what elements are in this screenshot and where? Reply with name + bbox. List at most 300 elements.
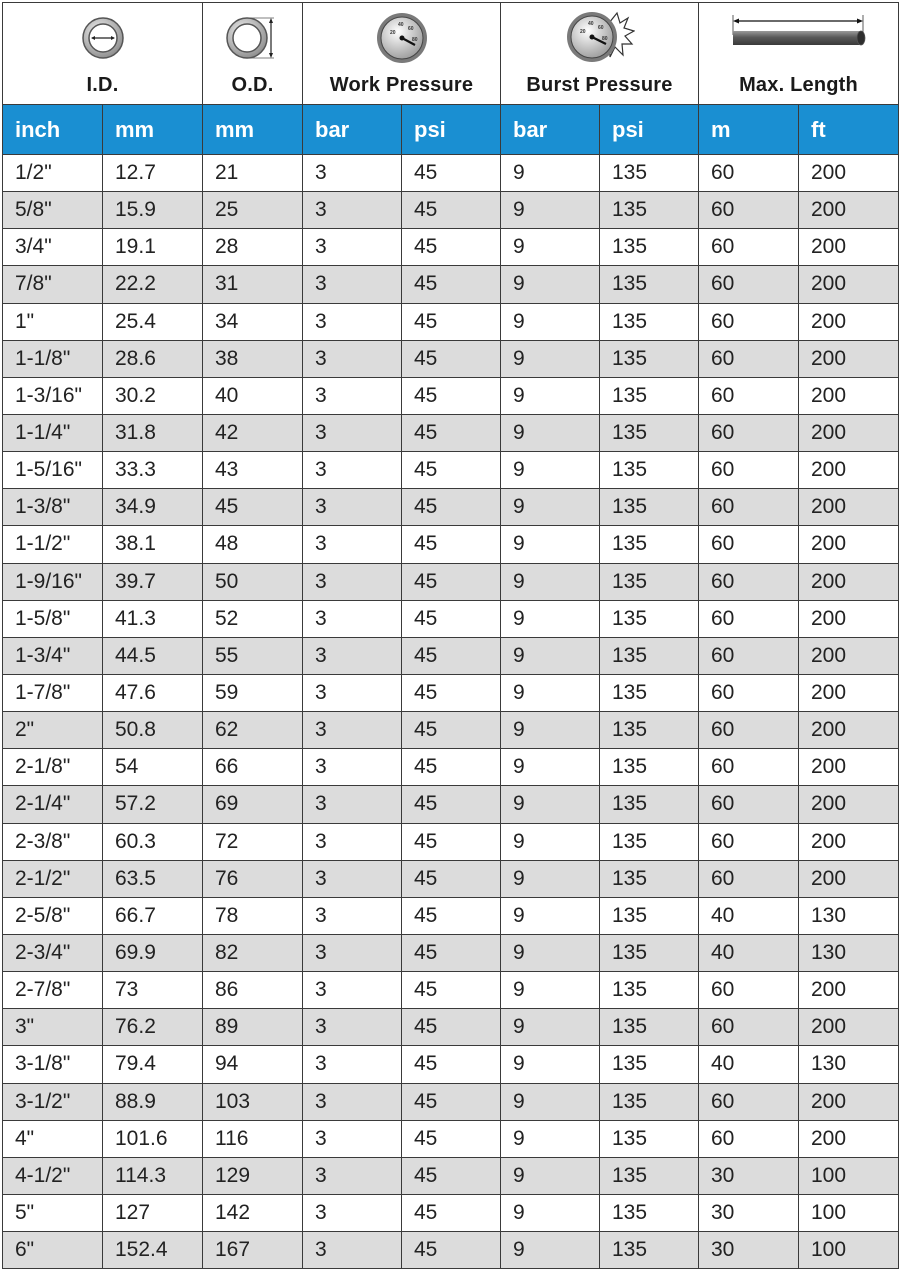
cell-length-m: 60 — [699, 1083, 799, 1120]
cell-length-m: 60 — [699, 1120, 799, 1157]
cell-id-inch: 1-1/4" — [3, 414, 103, 451]
cell-work-bar: 3 — [303, 674, 402, 711]
table-row — [3, 972, 899, 1009]
cell-id-inch: 4" — [3, 1120, 103, 1157]
table-row — [3, 600, 899, 637]
cell-id-inch: 2-7/8" — [3, 972, 103, 1009]
cell-work-bar: 3 — [303, 600, 402, 637]
unit-header: inch — [3, 105, 103, 155]
cell-burst-bar: 9 — [501, 563, 600, 600]
cell-od-mm: 52 — [203, 600, 303, 637]
cell-length-ft: 200 — [799, 229, 899, 266]
cell-burst-bar: 9 — [501, 192, 600, 229]
cell-burst-psi: 135 — [600, 600, 699, 637]
cell-work-psi: 45 — [402, 1232, 501, 1269]
gauge-tick-label: 80 — [411, 37, 418, 43]
hose-length-icon — [729, 13, 869, 63]
table-row — [3, 192, 899, 229]
cell-od-mm: 82 — [203, 934, 303, 971]
cell-length-m: 30 — [699, 1157, 799, 1194]
cell-od-mm: 116 — [203, 1120, 303, 1157]
cell-burst-bar: 9 — [501, 674, 600, 711]
cell-id-mm: 79.4 — [103, 1046, 203, 1083]
cell-id-mm: 19.1 — [103, 229, 203, 266]
cell-burst-bar: 9 — [501, 266, 600, 303]
inner-diameter-icon — [78, 13, 128, 63]
cell-work-psi: 45 — [402, 563, 501, 600]
group-od — [203, 3, 303, 105]
cell-length-m: 40 — [699, 897, 799, 934]
cell-work-psi: 45 — [402, 1157, 501, 1194]
cell-burst-psi: 135 — [600, 1157, 699, 1194]
cell-id-mm: 28.6 — [103, 340, 203, 377]
cell-id-mm: 30.2 — [103, 377, 203, 414]
cell-burst-bar: 9 — [501, 303, 600, 340]
table-row — [3, 637, 899, 674]
cell-id-inch: 1-3/4" — [3, 637, 103, 674]
cell-id-mm: 44.5 — [103, 637, 203, 674]
cell-id-mm: 114.3 — [103, 1157, 203, 1194]
cell-id-inch: 2-1/8" — [3, 749, 103, 786]
cell-od-mm: 167 — [203, 1232, 303, 1269]
cell-work-bar: 3 — [303, 1157, 402, 1194]
table-body — [3, 155, 899, 1269]
cell-work-bar: 3 — [303, 1120, 402, 1157]
cell-work-psi: 45 — [402, 414, 501, 451]
cell-work-psi: 45 — [402, 1120, 501, 1157]
cell-work-bar: 3 — [303, 377, 402, 414]
table-row — [3, 526, 899, 563]
cell-length-ft: 200 — [799, 526, 899, 563]
cell-length-m: 60 — [699, 600, 799, 637]
cell-length-ft: 200 — [799, 192, 899, 229]
cell-id-inch: 1-3/16" — [3, 377, 103, 414]
cell-length-ft: 200 — [799, 1083, 899, 1120]
cell-id-inch: 1-7/8" — [3, 674, 103, 711]
gauge-tick-label: 20 — [389, 30, 396, 36]
table-row — [3, 786, 899, 823]
cell-length-m: 60 — [699, 1009, 799, 1046]
cell-id-inch: 5" — [3, 1194, 103, 1231]
cell-burst-psi: 135 — [600, 749, 699, 786]
cell-burst-bar: 9 — [501, 155, 600, 192]
cell-id-mm: 50.8 — [103, 712, 203, 749]
cell-length-m: 60 — [699, 712, 799, 749]
cell-length-ft: 200 — [799, 600, 899, 637]
unit-header: psi — [402, 105, 501, 155]
cell-od-mm: 42 — [203, 414, 303, 451]
cell-id-mm: 38.1 — [103, 526, 203, 563]
cell-id-mm: 34.9 — [103, 489, 203, 526]
group-label-work-pressure: Work Pressure — [329, 74, 474, 96]
table-row — [3, 377, 899, 414]
cell-length-ft: 200 — [799, 266, 899, 303]
cell-work-psi: 45 — [402, 637, 501, 674]
cell-work-psi: 45 — [402, 303, 501, 340]
cell-work-psi: 45 — [402, 1194, 501, 1231]
cell-work-psi: 45 — [402, 526, 501, 563]
cell-length-ft: 130 — [799, 1046, 899, 1083]
table-row — [3, 489, 899, 526]
gauge-tick-label: 20 — [579, 29, 586, 35]
unit-header: bar — [501, 105, 600, 155]
cell-burst-psi: 135 — [600, 563, 699, 600]
table-row — [3, 749, 899, 786]
cell-id-mm: 57.2 — [103, 786, 203, 823]
cell-burst-psi: 135 — [600, 674, 699, 711]
cell-od-mm: 62 — [203, 712, 303, 749]
cell-burst-psi: 135 — [600, 637, 699, 674]
cell-work-psi: 45 — [402, 786, 501, 823]
cell-burst-bar: 9 — [501, 452, 600, 489]
cell-burst-bar: 9 — [501, 934, 600, 971]
cell-id-mm: 39.7 — [103, 563, 203, 600]
cell-work-bar: 3 — [303, 303, 402, 340]
cell-length-ft: 200 — [799, 155, 899, 192]
cell-work-bar: 3 — [303, 340, 402, 377]
cell-work-bar: 3 — [303, 1046, 402, 1083]
cell-od-mm: 48 — [203, 526, 303, 563]
cell-id-inch: 3-1/2" — [3, 1083, 103, 1120]
cell-burst-bar: 9 — [501, 1157, 600, 1194]
cell-burst-psi: 135 — [600, 1046, 699, 1083]
cell-od-mm: 142 — [203, 1194, 303, 1231]
cell-length-ft: 200 — [799, 823, 899, 860]
cell-work-bar: 3 — [303, 860, 402, 897]
cell-od-mm: 86 — [203, 972, 303, 1009]
cell-burst-psi: 135 — [600, 1194, 699, 1231]
cell-length-m: 30 — [699, 1232, 799, 1269]
table-row — [3, 1194, 899, 1231]
table-row — [3, 823, 899, 860]
cell-od-mm: 28 — [203, 229, 303, 266]
unit-header: mm — [103, 105, 203, 155]
cell-work-bar: 3 — [303, 1009, 402, 1046]
cell-work-bar: 3 — [303, 897, 402, 934]
cell-id-inch: 1-1/8" — [3, 340, 103, 377]
cell-work-psi: 45 — [402, 192, 501, 229]
cell-length-ft: 200 — [799, 414, 899, 451]
cell-work-psi: 45 — [402, 266, 501, 303]
cell-od-mm: 38 — [203, 340, 303, 377]
cell-work-psi: 45 — [402, 452, 501, 489]
cell-work-psi: 45 — [402, 229, 501, 266]
cell-length-m: 40 — [699, 934, 799, 971]
cell-id-inch: 2-1/4" — [3, 786, 103, 823]
cell-length-m: 60 — [699, 155, 799, 192]
cell-work-psi: 45 — [402, 972, 501, 1009]
cell-length-ft: 100 — [799, 1157, 899, 1194]
cell-od-mm: 34 — [203, 303, 303, 340]
cell-od-mm: 43 — [203, 452, 303, 489]
table-row — [3, 266, 899, 303]
cell-burst-psi: 135 — [600, 1120, 699, 1157]
cell-work-bar: 3 — [303, 1232, 402, 1269]
cell-work-psi: 45 — [402, 897, 501, 934]
cell-length-m: 60 — [699, 192, 799, 229]
cell-id-mm: 33.3 — [103, 452, 203, 489]
cell-burst-bar: 9 — [501, 972, 600, 1009]
cell-id-inch: 2-1/2" — [3, 860, 103, 897]
cell-od-mm: 89 — [203, 1009, 303, 1046]
cell-length-ft: 200 — [799, 674, 899, 711]
outer-diameter-icon — [222, 13, 284, 63]
cell-od-mm: 103 — [203, 1083, 303, 1120]
cell-id-inch: 1-3/8" — [3, 489, 103, 526]
cell-id-inch: 1-1/2" — [3, 526, 103, 563]
cell-id-inch: 2-3/4" — [3, 934, 103, 971]
table-row — [3, 674, 899, 711]
cell-burst-psi: 135 — [600, 934, 699, 971]
cell-id-inch: 3/4" — [3, 229, 103, 266]
cell-burst-psi: 135 — [600, 266, 699, 303]
table-row — [3, 712, 899, 749]
cell-length-ft: 200 — [799, 303, 899, 340]
cell-burst-bar: 9 — [501, 749, 600, 786]
gauge-tick-label: 40 — [587, 21, 594, 27]
cell-id-inch: 1/2" — [3, 155, 103, 192]
cell-length-ft: 100 — [799, 1194, 899, 1231]
table-row — [3, 1083, 899, 1120]
cell-od-mm: 78 — [203, 897, 303, 934]
cell-burst-psi: 135 — [600, 229, 699, 266]
cell-length-m: 30 — [699, 1194, 799, 1231]
gauge-tick-label: 60 — [407, 26, 414, 32]
group-max-length — [699, 3, 899, 105]
gauge-tick-label: 60 — [597, 25, 604, 31]
cell-burst-psi: 135 — [600, 377, 699, 414]
cell-od-mm: 66 — [203, 749, 303, 786]
cell-work-bar: 3 — [303, 155, 402, 192]
cell-id-inch: 1-9/16" — [3, 563, 103, 600]
cell-burst-bar: 9 — [501, 860, 600, 897]
cell-od-mm: 21 — [203, 155, 303, 192]
cell-id-mm: 69.9 — [103, 934, 203, 971]
cell-od-mm: 76 — [203, 860, 303, 897]
cell-work-bar: 3 — [303, 749, 402, 786]
cell-burst-psi: 135 — [600, 340, 699, 377]
cell-id-inch: 4-1/2" — [3, 1157, 103, 1194]
cell-length-ft: 200 — [799, 563, 899, 600]
cell-burst-bar: 9 — [501, 229, 600, 266]
gauge-tick-label: 80 — [601, 36, 608, 42]
cell-burst-bar: 9 — [501, 823, 600, 860]
cell-work-psi: 45 — [402, 1046, 501, 1083]
cell-work-bar: 3 — [303, 526, 402, 563]
cell-id-mm: 22.2 — [103, 266, 203, 303]
cell-burst-psi: 135 — [600, 452, 699, 489]
cell-id-inch: 5/8" — [3, 192, 103, 229]
cell-length-m: 60 — [699, 972, 799, 1009]
group-burst-pressure — [501, 3, 699, 105]
cell-length-m: 60 — [699, 749, 799, 786]
table-row — [3, 1232, 899, 1269]
table-row — [3, 155, 899, 192]
cell-id-mm: 60.3 — [103, 823, 203, 860]
cell-burst-bar: 9 — [501, 897, 600, 934]
cell-burst-bar: 9 — [501, 1232, 600, 1269]
cell-length-ft: 200 — [799, 712, 899, 749]
cell-burst-bar: 9 — [501, 1083, 600, 1120]
cell-work-bar: 3 — [303, 934, 402, 971]
cell-id-inch: 1-5/16" — [3, 452, 103, 489]
cell-length-ft: 200 — [799, 377, 899, 414]
table-row — [3, 563, 899, 600]
unit-header-row — [3, 105, 899, 155]
cell-id-inch: 2-5/8" — [3, 897, 103, 934]
cell-burst-psi: 135 — [600, 303, 699, 340]
cell-work-psi: 45 — [402, 860, 501, 897]
cell-length-m: 60 — [699, 637, 799, 674]
cell-burst-bar: 9 — [501, 377, 600, 414]
cell-burst-psi: 135 — [600, 155, 699, 192]
cell-length-ft: 200 — [799, 452, 899, 489]
cell-work-psi: 45 — [402, 823, 501, 860]
cell-id-inch: 2-3/8" — [3, 823, 103, 860]
cell-burst-psi: 135 — [600, 1083, 699, 1120]
cell-id-mm: 101.6 — [103, 1120, 203, 1157]
cell-length-m: 60 — [699, 489, 799, 526]
cell-id-inch: 3" — [3, 1009, 103, 1046]
cell-length-ft: 200 — [799, 786, 899, 823]
group-id — [3, 3, 203, 105]
cell-burst-psi: 135 — [600, 897, 699, 934]
cell-burst-psi: 135 — [600, 972, 699, 1009]
table-row — [3, 897, 899, 934]
cell-length-m: 60 — [699, 303, 799, 340]
table-row — [3, 452, 899, 489]
cell-id-inch: 6" — [3, 1232, 103, 1269]
cell-od-mm: 94 — [203, 1046, 303, 1083]
cell-id-mm: 127 — [103, 1194, 203, 1231]
table-row — [3, 340, 899, 377]
cell-burst-psi: 135 — [600, 414, 699, 451]
cell-length-m: 40 — [699, 1046, 799, 1083]
cell-od-mm: 59 — [203, 674, 303, 711]
cell-length-ft: 200 — [799, 340, 899, 377]
group-header-row — [3, 3, 899, 105]
cell-id-mm: 12.7 — [103, 155, 203, 192]
unit-header: mm — [203, 105, 303, 155]
table-row — [3, 229, 899, 266]
cell-id-mm: 31.8 — [103, 414, 203, 451]
cell-od-mm: 55 — [203, 637, 303, 674]
cell-work-psi: 45 — [402, 674, 501, 711]
cell-burst-psi: 135 — [600, 786, 699, 823]
table-row — [3, 303, 899, 340]
cell-work-psi: 45 — [402, 934, 501, 971]
cell-id-inch: 3-1/8" — [3, 1046, 103, 1083]
cell-length-m: 60 — [699, 377, 799, 414]
gauge-tick-label: 40 — [397, 22, 404, 28]
cell-burst-bar: 9 — [501, 1194, 600, 1231]
cell-length-m: 60 — [699, 452, 799, 489]
pressure-gauge-icon — [375, 11, 429, 65]
cell-length-m: 60 — [699, 786, 799, 823]
table-row — [3, 414, 899, 451]
cell-burst-bar: 9 — [501, 414, 600, 451]
cell-od-mm: 25 — [203, 192, 303, 229]
cell-burst-bar: 9 — [501, 786, 600, 823]
cell-id-mm: 41.3 — [103, 600, 203, 637]
hose-spec-table — [2, 2, 899, 1269]
table-row — [3, 1120, 899, 1157]
cell-burst-bar: 9 — [501, 1009, 600, 1046]
cell-id-mm: 76.2 — [103, 1009, 203, 1046]
cell-work-bar: 3 — [303, 489, 402, 526]
group-label-id: I.D. — [86, 74, 119, 96]
table-row — [3, 1009, 899, 1046]
cell-length-m: 60 — [699, 674, 799, 711]
table-row — [3, 1157, 899, 1194]
cell-work-psi: 45 — [402, 749, 501, 786]
cell-burst-psi: 135 — [600, 823, 699, 860]
cell-burst-psi: 135 — [600, 1009, 699, 1046]
cell-work-psi: 45 — [402, 155, 501, 192]
cell-od-mm: 129 — [203, 1157, 303, 1194]
cell-burst-bar: 9 — [501, 712, 600, 749]
cell-length-m: 60 — [699, 266, 799, 303]
cell-work-bar: 3 — [303, 414, 402, 451]
cell-burst-bar: 9 — [501, 1120, 600, 1157]
cell-burst-psi: 135 — [600, 192, 699, 229]
cell-od-mm: 31 — [203, 266, 303, 303]
unit-header: bar — [303, 105, 402, 155]
cell-od-mm: 40 — [203, 377, 303, 414]
group-label-burst-pressure: Burst Pressure — [526, 74, 673, 96]
group-label-od: O.D. — [231, 74, 274, 96]
cell-work-psi: 45 — [402, 600, 501, 637]
cell-work-bar: 3 — [303, 1194, 402, 1231]
cell-length-m: 60 — [699, 563, 799, 600]
unit-header: ft — [799, 105, 899, 155]
cell-length-m: 60 — [699, 229, 799, 266]
cell-length-ft: 100 — [799, 1232, 899, 1269]
cell-id-inch: 7/8" — [3, 266, 103, 303]
burst-gauge-icon — [565, 9, 635, 65]
cell-work-psi: 45 — [402, 377, 501, 414]
cell-work-bar: 3 — [303, 823, 402, 860]
cell-od-mm: 69 — [203, 786, 303, 823]
cell-id-mm: 47.6 — [103, 674, 203, 711]
cell-burst-psi: 135 — [600, 712, 699, 749]
cell-work-bar: 3 — [303, 452, 402, 489]
group-label-max-length: Max. Length — [739, 74, 858, 96]
cell-work-bar: 3 — [303, 712, 402, 749]
cell-length-ft: 200 — [799, 972, 899, 1009]
cell-work-bar: 3 — [303, 229, 402, 266]
cell-id-mm: 54 — [103, 749, 203, 786]
cell-burst-psi: 135 — [600, 1232, 699, 1269]
group-work-pressure — [303, 3, 501, 105]
cell-length-m: 60 — [699, 340, 799, 377]
cell-length-ft: 200 — [799, 1120, 899, 1157]
cell-work-bar: 3 — [303, 786, 402, 823]
cell-length-ft: 200 — [799, 1009, 899, 1046]
cell-burst-bar: 9 — [501, 340, 600, 377]
cell-length-m: 60 — [699, 526, 799, 563]
cell-work-bar: 3 — [303, 1083, 402, 1120]
cell-id-mm: 66.7 — [103, 897, 203, 934]
cell-work-psi: 45 — [402, 489, 501, 526]
cell-burst-bar: 9 — [501, 489, 600, 526]
cell-id-mm: 15.9 — [103, 192, 203, 229]
cell-work-psi: 45 — [402, 340, 501, 377]
cell-burst-psi: 135 — [600, 489, 699, 526]
cell-work-bar: 3 — [303, 563, 402, 600]
cell-id-mm: 152.4 — [103, 1232, 203, 1269]
cell-work-psi: 45 — [402, 1083, 501, 1120]
